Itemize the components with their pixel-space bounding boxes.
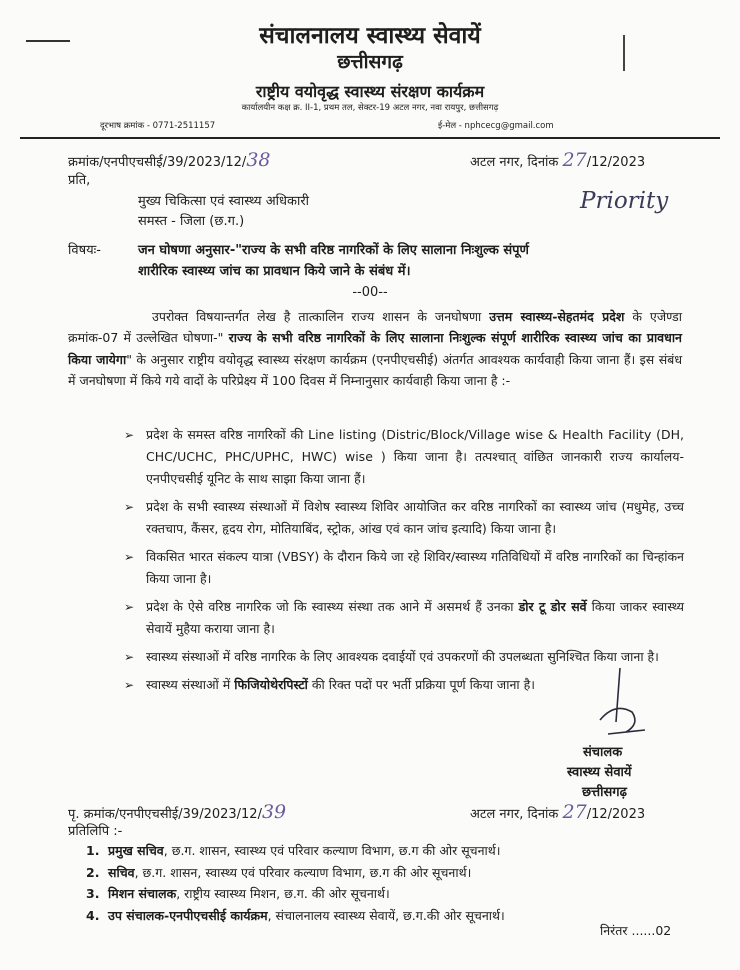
office-address: कार्यालयीन कक्ष क्र. II-1, प्रथम तल, सेक्टर-19 अटल नगर, नवा रायपुर, छत्तीसगढ़ [241,103,499,113]
endorsement-day-handwritten: 27 [562,801,587,823]
arrow-bullet-icon: ➢ [124,678,135,692]
letter-date-day-handwritten: 27 [562,149,587,171]
margin-mark [623,35,625,71]
action-item: ➢ स्वास्थ्य संस्थाओं में फिजियोथेरपिस्टों की रिक्त पदों पर भर्ती प्रक्रिया पूर्ण किया जाना है। [124,674,684,696]
letter-date [470,150,645,173]
action-item: ➢ स्वास्थ्य संस्थाओं में वरिष्ठ नागरिक के लिए आवश्यक दवाईयों एवं उपकरणों की उपलब्धता सुनिश्चित किया जाना है। [124,646,684,668]
action-item: ➢ विकसित भारत संकल्प यात्रा (VBSY) के दौरान किये जा रहे शिविर/स्वास्थ्य गतिविधियों में वरिष्ठ नागरिकों का चिन्हांकन किया जाना है। [124,546,684,590]
endorsement-number-text: पृ. क्रमांक/एनपीएचसीई/39/2023/12/ [68,807,262,822]
header-divider [20,137,720,139]
signatory-title: संचालक [583,745,623,760]
arrow-bullet-icon: ➢ [124,500,135,514]
letter-number [68,150,271,173]
para-declaration: राज्य के सभी वरिष्ठ नागरिकों के लिए सालाना निःशुल्क संपूर्ण शारीरिक स्वास्थ्य जांच का प्रावधान किया जायेगा [68,330,682,367]
copy-item: 2. सचिव, छ.ग. शासन, स्वास्थ्य एवं परिवार कल्याण विभाग, छ.ग की ओर सूचनार्थ। [86,864,472,880]
arrow-bullet-icon: ➢ [124,550,135,564]
para-part-a: उपरोक्त विषयान्तर्गत लेख है तात्कालिन राज्य शासन के जनघोषणा [152,309,490,324]
to-label: प्रति, [68,173,91,188]
endorsement-date-place: अटल नगर, दिनांक [470,807,559,822]
signatory-state: छत्तीसगढ़ [582,785,627,800]
program-name: राष्ट्रीय वयोवृद्ध स्वास्थ्य संरक्षण कार्यक्रम [255,82,485,101]
phone-number: दूरभाष क्रमांक - 0771-2511157 [100,121,216,131]
priority-handwritten: Priority [580,188,669,214]
para-part-c: के एजेण्डा क्रमांक-07 में उल्लेखित घोषणा-" [68,309,682,346]
letter-number-handwritten: 38 [246,149,271,171]
recipient-line-2: समस्त - जिला (छ.ग.) [138,214,245,229]
email-address: ई-मेल - nphcecg@gmail.com [438,121,554,131]
action-list [124,424,684,702]
copy-list [86,840,686,926]
para-part-e: " के अनुसार राष्ट्रीय वयोवृद्ध स्वास्थ्य संरक्षण कार्यक्रम (एनपीएचसीई) अंतर्गत आवश्यक कार्यवाही किया जाना हैं। इस संबंध में जनघोषणा में किये गये वादों के परिप्रेक्ष्य में 100 दिवस में निम्नानुसार कार्यवाही किया जाना है :- [68,351,683,389]
subject-line-2: शारीरिक स्वास्थ्य जांच का प्रावधान किये जाने के संबंध में। [138,264,411,279]
endorsement-month-year: /12/2023 [586,807,646,822]
copy-item: 1. प्रमुख सचिव, छ.ग. शासन, स्वास्थ्य एवं परिवार कल्याण विभाग, छ.ग की ओर सूचनार्थ। [86,843,501,858]
subject-line-1: जन घोषणा अनुसार-"राज्य के सभी वरिष्ठ नागरिकों के लिए सालाना निःशुल्क संपूर्ण [138,243,529,258]
letter-date-month-year: /12/2023 [586,155,646,170]
endorsement-number-handwritten: 39 [261,801,287,823]
copy-item: 3. मिशन संचालक, राष्ट्रीय स्वास्थ्य मिशन, छ.ग. की ओर सूचनार्थ। [86,886,390,901]
margin-mark [26,40,70,42]
signature-scribble [560,662,650,742]
body-paragraph [68,306,682,392]
arrow-bullet-icon: ➢ [124,600,135,614]
para-agenda-name: उत्तम स्वास्थ्य-सेहतमंद प्रदेश [489,309,625,324]
recipient-line-1: मुख्य चिकित्सा एवं स्वास्थ्य अधिकारी [138,194,310,209]
subject-label: विषयः- [68,243,101,258]
letter-date-place: अटल नगर, दिनांक [470,155,559,170]
separator: --00-- [352,285,388,300]
endorsement-date [470,802,645,825]
state-name: छत्तीसगढ़ [337,51,403,73]
arrow-bullet-icon: ➢ [124,428,135,442]
action-item: ➢ प्रदेश के ऐसे वरिष्ठ नागरिक जो कि स्वास्थ्य संस्था तक आने में असमर्थ हैं उनका डोर टू डोर सर्वे किया जाकर स्वास्थ्य सेवायें मुहैया कराया जाना है। [124,596,684,640]
copy-item: 4. उप संचालक-एनपीएचसीई कार्यक्रम, संचालनालय स्वास्थ्य सेवायें, छ.ग.की ओर सूचनार्थ। [86,907,505,923]
copy-label: प्रतिलिपि :- [68,824,123,839]
action-item: ➢ प्रदेश के समस्त वरिष्ठ नागरिकों की Line listing (Distric/Block/Village wise & Health Facility (DH, CHC/UCHC, PHC/UPHC, HWC) wise ) किया जाना है। तत्पश्चात् वांछित जानकारी राज्य कार्यालय-एनपीएचसीई यूनिट के साथ साझा किया जाना हैं। [124,424,684,490]
arrow-bullet-icon: ➢ [124,650,135,664]
signatory-dept: स्वास्थ्य सेवायें [567,765,632,780]
action-item: ➢ प्रदेश के सभी स्वास्थ्य संस्थाओं में विशेष स्वास्थ्य शिविर आयोजित कर वरिष्ठ नागरिकों का स्वास्थ्य जांच (मधुमेह, उच्च रक्तचाप, कैंसर, हृदय रोग, मोतियाबिंद, स्ट्रोक, आंख एवं कान जांच इत्यादि) किया जाना है। [124,496,684,540]
continued-note: निरंतर ......02 [600,923,672,938]
letter-number-text: क्रमांक/एनपीएचसीई/39/2023/12/ [68,155,247,170]
office-title: संचालनालय स्वास्थ्य सेवायें [259,23,481,49]
